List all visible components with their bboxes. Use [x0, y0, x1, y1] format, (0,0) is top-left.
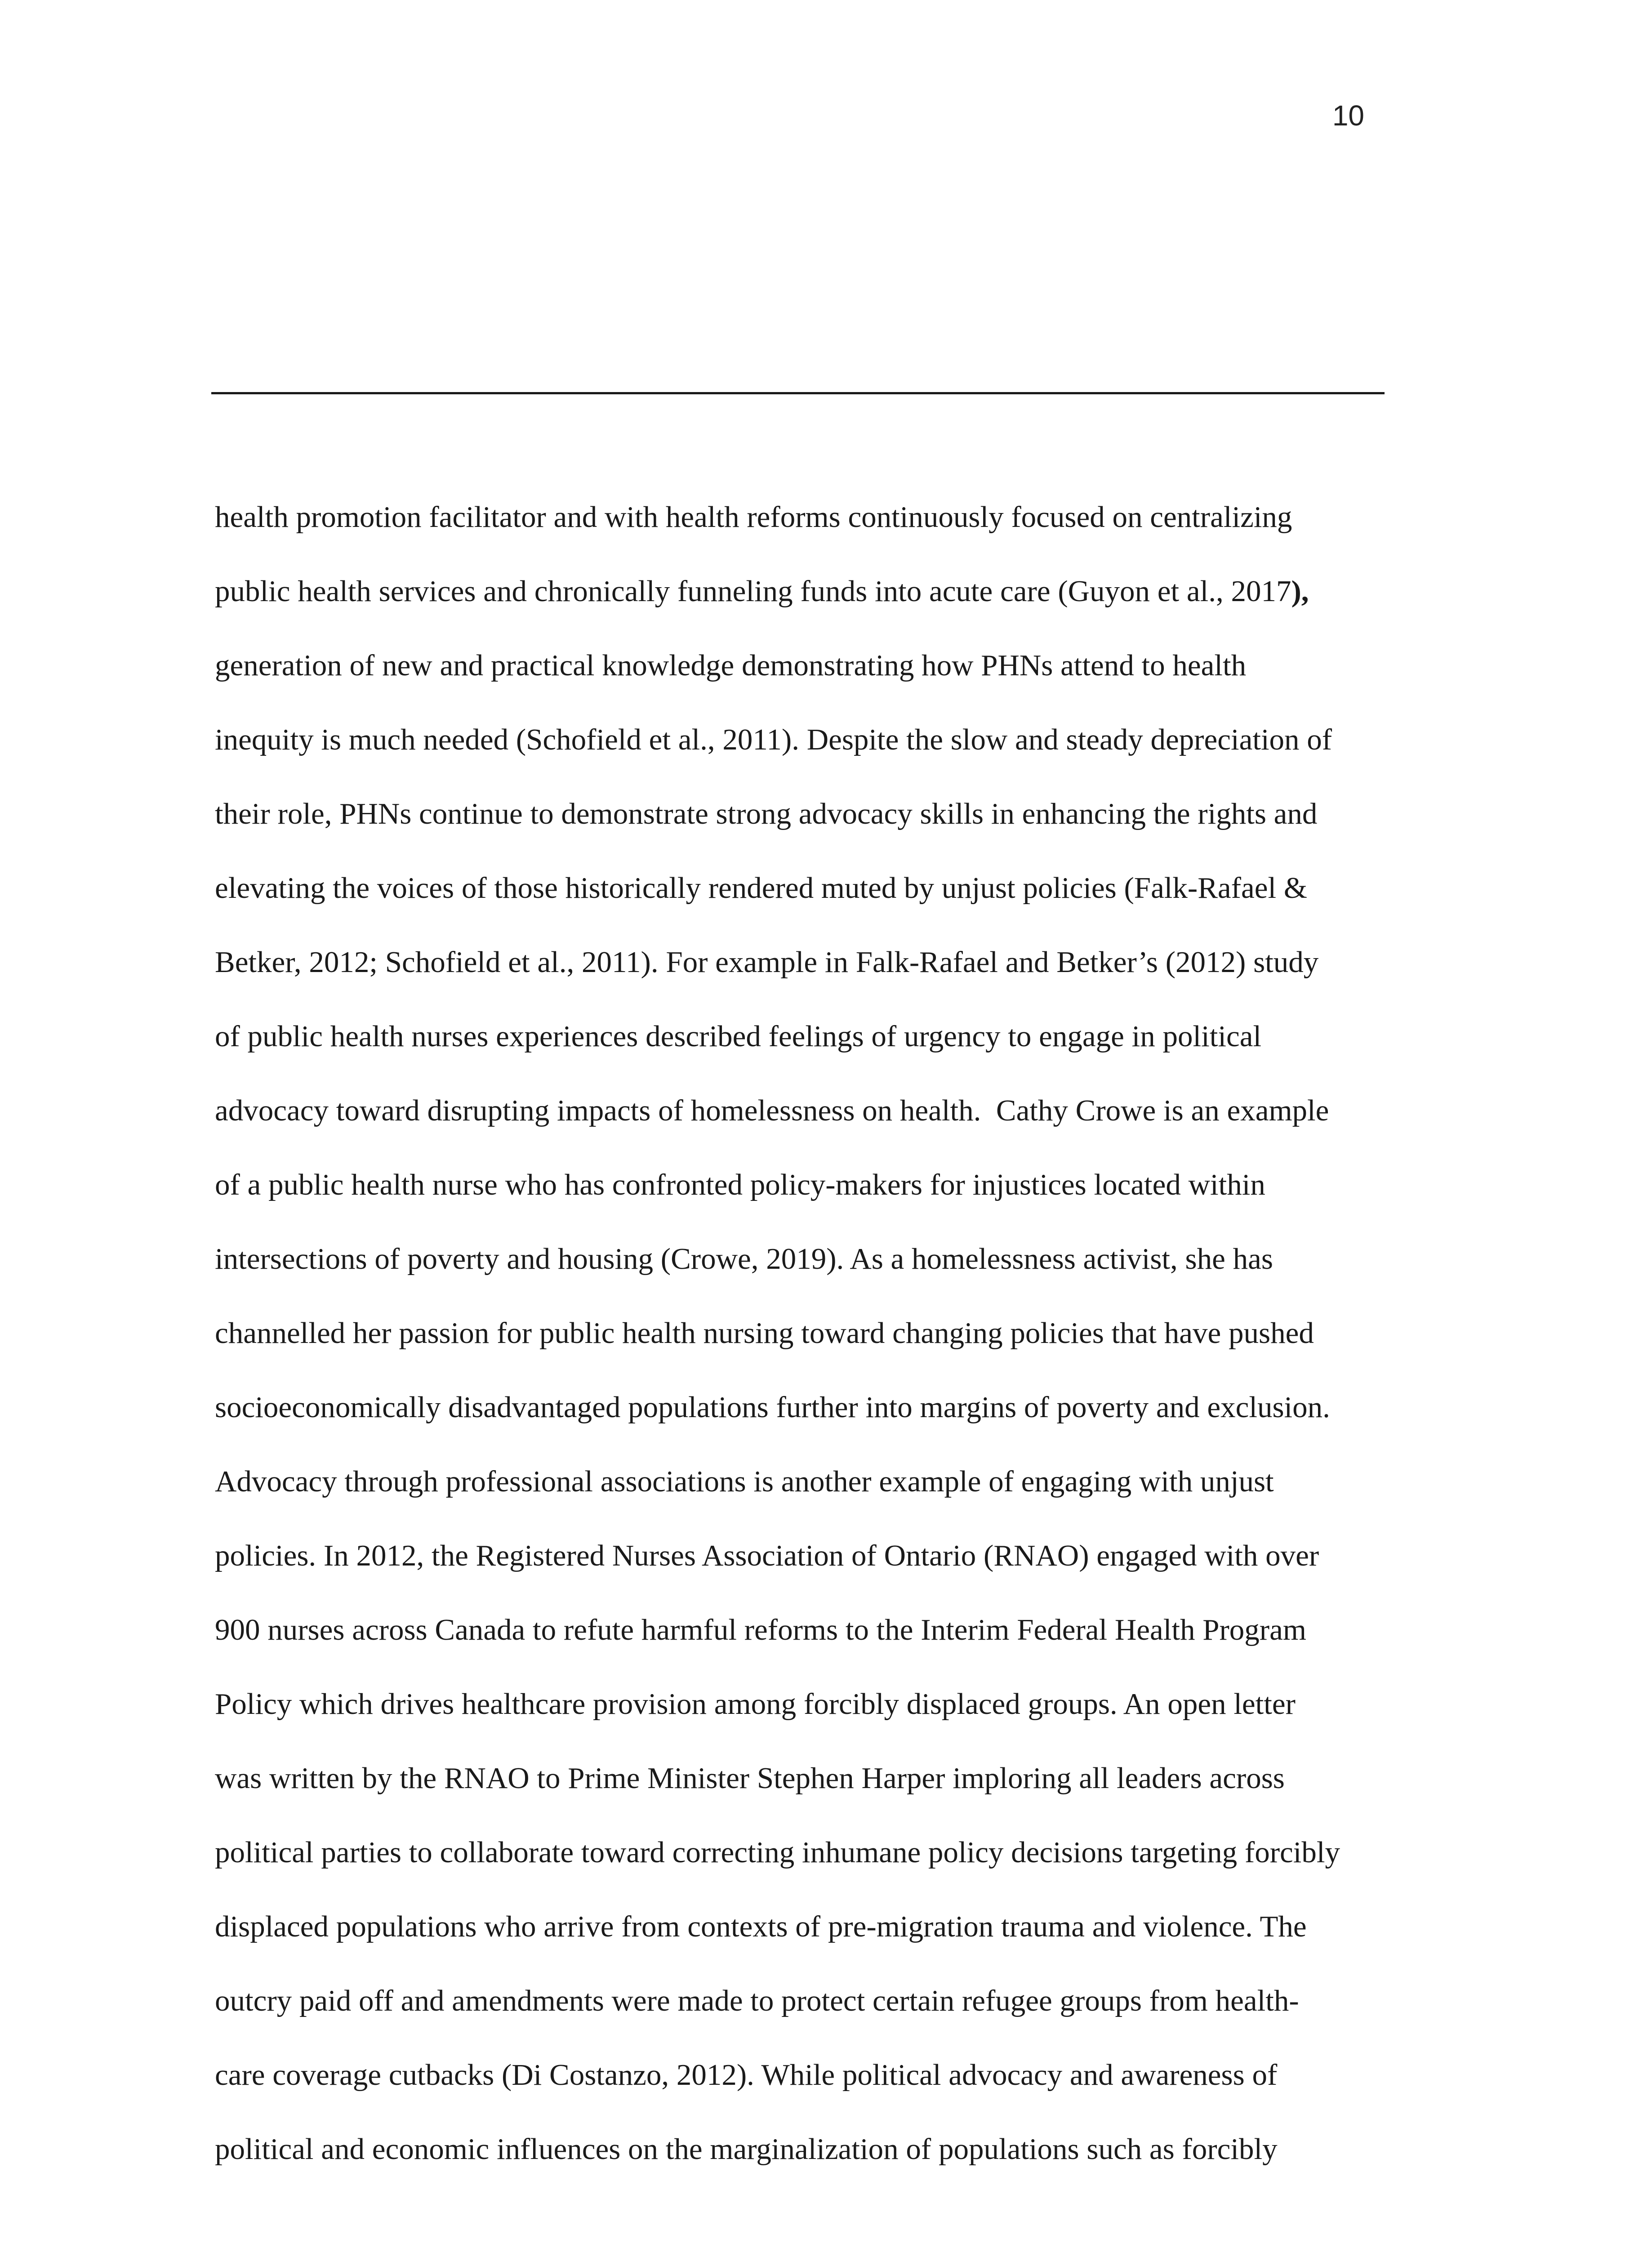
- bold-closing-punctuation: ),: [1291, 575, 1309, 608]
- body-line: elevating the voices of those historically rendered muted by unjust policies (Falk-Rafael &: [215, 871, 1307, 905]
- body-line: intersections of poverty and housing (Crowe, 2019). As a homelessness activist, she has: [215, 1242, 1273, 1276]
- footnote-separator-rule: [211, 392, 1385, 394]
- body-line: inequity is much needed (Schofield et al., 2011). Despite the slow and steady depreciation of: [215, 723, 1332, 756]
- body-line: political parties to collaborate toward correcting inhumane policy decisions targeting forcibly: [215, 1836, 1340, 1869]
- body-line: advocacy toward disrupting impacts of homelessness on health. Cathy Crowe is an example: [215, 1094, 1329, 1127]
- body-line: outcry paid off and amendments were made to protect certain refugee groups from health-: [215, 1984, 1299, 2017]
- body-line: channelled her passion for public health nursing toward changing policies that have pushed: [215, 1316, 1314, 1350]
- body-line: care coverage cutbacks (Di Costanzo, 2012). While political advocacy and awareness of: [215, 2058, 1278, 2092]
- body-line: of public health nurses experiences described feelings of urgency to engage in political: [215, 1020, 1262, 1053]
- body-line: generation of new and practical knowledge demonstrating how PHNs attend to health: [215, 649, 1247, 682]
- body-line: displaced populations who arrive from contexts of pre-migration trauma and violence. The: [215, 1910, 1307, 1943]
- body-line: Advocacy through professional associations is another example of engaging with unjust: [215, 1465, 1274, 1498]
- body-line: health promotion facilitator and with health reforms continuously focused on centralizing: [215, 500, 1292, 534]
- body-line: 900 nurses across Canada to refute harmful reforms to the Interim Federal Health Program: [215, 1613, 1306, 1646]
- body-line: socioeconomically disadvantaged populations further into margins of poverty and exclusion.: [215, 1391, 1330, 1424]
- body-line: Betker, 2012; Schofield et al., 2011). For example in Falk-Rafael and Betker’s (2012) study: [215, 946, 1319, 979]
- body-paragraph: [215, 497, 1447, 2203]
- body-line: their role, PHNs continue to demonstrate strong advocacy skills in enhancing the rights and: [215, 797, 1318, 830]
- body-line: policies. In 2012, the Registered Nurses Association of Ontario (RNAO) engaged with over: [215, 1539, 1319, 1572]
- body-line: of a public health nurse who has confronted policy-makers for injustices located within: [215, 1168, 1265, 1201]
- body-line: political and economic influences on the marginalization of populations such as forcibly: [215, 2132, 1278, 2166]
- page-number: 10: [1332, 99, 1364, 132]
- body-line: public health services and chronically funneling funds into acute care (Guyon et al., 2017),: [215, 575, 1309, 608]
- body-line: Policy which drives healthcare provision among forcibly displaced groups. An open letter: [215, 1687, 1296, 1721]
- body-line: was written by the RNAO to Prime Minister Stephen Harper imploring all leaders across: [215, 1762, 1285, 1795]
